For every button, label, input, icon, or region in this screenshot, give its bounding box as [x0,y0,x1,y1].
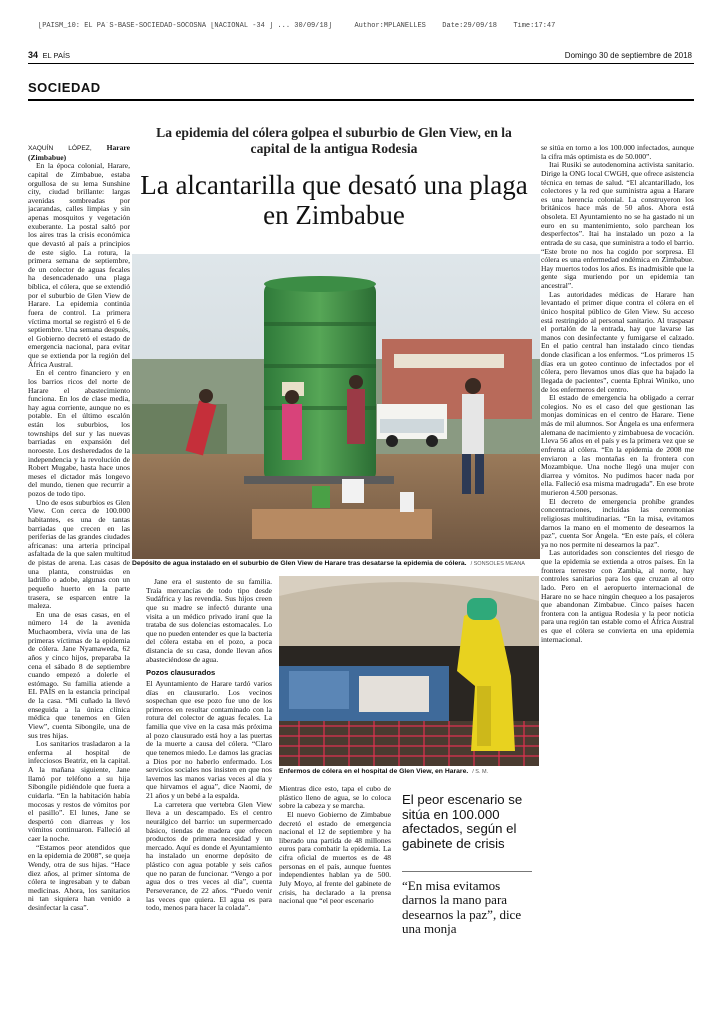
main-photo-caption [132,560,540,567]
paragraph: El estado de emergencia ha obligado a cerrar colegios. No es el caso del que gestionan las monjas dominicas en el centro de Harare. Tiene más de mil alumnos. Sor Ángela es una enfermera alemana de nacimiento y zimbabuesa de vocación. Lleva 56 años en el país y es la primera vez que se enfrenta al cólera. “En la epidemia de 2008 me enviaron a las montañas en la frontera con Mozambique. Una noche llegó una mujer con diarrea y vómitos. No pudimos hacer nada por ella. Falleció esa misma madrugada”. En ese brote murieron 4.500 personas. [541,393,694,497]
paragraph: En la época colonial, Harare, capital de Zimbabue, estaba orgullosa de su lema Sunshine city, ciudad brillante: largas avenidas sombreadas por jacarandas, calles limpias y sin apenas mosquitos y vegetación exuberante. La postal saltó por los aires tras la crisis económica que devastó al país a principios de este siglo. La rotura, la primera semana de septiembre, de un colector de aguas fecales ha desencadenado una plaga bíblica, el cólera, que se extendió por el suburbio de Glen View de Harare. La epidemia continúa fuera de control. La primera víctima mortal se registró el 6 de septiembre. Una semana después, el Gobierno decretó el estado de emergencia nacional, para evitar que se extienda por la región del África Austral. [28,161,130,369]
paragraph: Itai Rusiki se autodenomina activista sanitario. Dirige la ONG local CWGH, que ofrece asistencia técnica en temas de salud. “El alcantarillado, los colectores y la red que suministra agua a Harare es una herencia colonial. La construyeron los británicos hace más de 50 años. Ahora está obsoleta. El Ayuntamiento no se ha gastado ni un euro en su mantenimiento, solo parchean los desperfectos”. Itai ha instalado un pozo a la entrada de su casa, que suministra a todo el barrio. “Este brote no nos ha cogido por sorpresa. El cólera es una enfermedad endémica en Zimbabue. Hay muertos todos los años. Es inadmisible que la gente siga muriendo por un epidemia tan ancestral”. [541,160,694,290]
hospital-photo-credit: / S. M. [472,769,489,775]
kicker: La epidemia del cólera golpea el suburbio de Glen View, en la capital de la antigua Rodesia [156,125,512,156]
quote-rule [402,871,532,872]
brand-name: EL PAÍS [42,51,71,60]
article-column-4 [541,144,694,1010]
paragraph: Uno de esos suburbios es Glen View. Con cerca de 100.000 habitantes, es una de tantas barriadas que crecen en las periferias de las grandes ciudades africanas: una arteria principal asfaltada de la que salen multitud de pistas de arena. Las casas de una planta, construidas en ladrillo o adobe, algunas con un pequeño huerto en la parte trasera, se esparcen entre la maleza. [28,497,130,611]
slug-author: Author:MPLANELLES [354,22,426,30]
byline-place: Harare (Zimbabue) [28,144,130,162]
page-folio [28,50,70,60]
section-label: SOCIEDAD [28,80,101,95]
main-photo-caption-text: Depósito de agua instalado en el suburbio de Glen View de Harare tras desatarse la epidemia de cólera. [132,560,467,567]
article-column-3 [279,785,391,1010]
article-column-1 [28,144,130,1010]
cholera-ward-photo [279,576,539,766]
article-column-2 [146,578,272,1010]
hospital-photo-caption [279,768,539,775]
subheading: Pozos clausurados [146,668,216,678]
hospital-photo [279,576,539,766]
byline [28,144,130,162]
headline: La alcantarilla que desató una plaga en Zimbabue [140,170,528,230]
nun-quote: “En misa evitamos darnos la mano para desearnos la paz”, dice una monja [402,878,522,937]
main-photo [132,254,540,559]
slug-time: Time:17:47 [513,22,556,30]
paragraph: El nuevo Gobierno de Zimbabue decretó el estado de emergencia nacional el 12 de septiembre y ha liberado una partida de 48 millones euros para combatir la epidemia. La cifra oficial de muertos es de 48 personas en el país, aunque fuentes independientes hablan ya de 500. July Moyo, al frente del gabinete de crisis, ha declarado a la prensa nacional que “el peor escenario [279,809,391,906]
production-slug [38,22,698,30]
hospital-photo-caption-text: Enfermos de cólera en el hospital de Glen View, en Harare. [279,768,469,775]
paragraph: El decreto de emergencia prohíbe grandes concentraciones, incluidas las ceremonias religiosas multitudinarias. “En la misa, evitamos darnos la mano en el momento de desearnos la paz”, cuenta Sor Ángela. “En este país, el cólera ya no nos permite ni desearnos la paz”. [541,496,694,549]
pull-quote: El peor escenario se sitúa en 100.000 afectados, según el gabinete de crisis [402,792,523,851]
byline-author: XAQUÍN LÓPEZ, [28,145,92,152]
paragraph: Mientras dice esto, tapa el cubo de plástico lleno de agua, se lo coloca sobre la cabeza y se marcha. [279,785,391,811]
paragraph: se sitúa en torno a los 100.000 infectados, aunque la cifra más optimista es de 50.000”. [541,144,694,161]
paragraph: La carretera que vertebra Glen View lleva a un descampado. Es el centro neurálgico del barrio: un supermercado básico, tiendas de madera que ofrecen productos de primera necesidad y un mercado. Aquí es donde el Ayuntamiento ha instalado un enorme depósito de plástico con agua potable y seis caños que no paran de funcionar. “Vengo a por agua dos o tres veces al día”, cuenta Perseverance, de 22 años. “Puedo venir las veces que quiera. El agua es para todo, menos para hacer la colada”. [146,799,272,913]
slug-file: [PAISM_10: EL PA´S-BASE-SOCIEDAD-SOCOSNA [NACIONAL -34 ] ... 30/09/18] [38,22,333,30]
paragraph: En una de esas casas, en el número 14 de la avenida Muchaombera, vivía una de las primeras víctimas de la epidemia de cólera. Jane Nyamaweda, 62 años y cinco hijos, preparaba la cena el sábado 8 de septiembre cuando empezó a dolerle el estómago. Su familia atiende a EL PAÍS en la estancia principal de la casa. “Mi cuñado la llevó enseguida a la única clínica médica que tenemos en Glen View”, cuenta Sibongile, una de sus tres hijas. [28,609,130,740]
section-rule [28,99,694,101]
slug-date: Date:29/09/18 [442,22,497,30]
water-tank-photo [132,254,540,559]
paragraph: Los sanitarios trasladaron a la enferma al hospital de infecciosos Beatriz, en la capital. A la mañana siguiente, Jane llamó por teléfono a su hija Sibongile pidiéndole que fuera a cuidarla. “En la habitación había mocosas y restos de vómitos por el pasillo”. El lunes, Jane se despertó con diarreas y los vómitos continuaron. Falleció al caer la noche. [28,739,130,843]
folio-rule [28,63,694,64]
paragraph: Jane era el sustento de su familia. Traía mercancías de todo tipo desde Sudáfrica y las revendía. Sus hijos creen que su madre se infectó durante una visita a un médico privado iraní que la trataba de sus dolencias estomacales. Lo que no pueden entender es que la bacteria del cólera estaba en el pozo, a poca distancia de su casa, donde llevan años abasteciéndose de agua. [146,578,272,664]
page-number: 34 [28,50,39,60]
paragraph: “Estamos peor atendidos que en la epidemia de 2008”, se queja Wendy, otra de sus hijas. “Hace diez años, al primer síntoma de cólera te ingresaban y te daban medicinas. Ahora, los sanitarios ni tan siquiera han venido a desinfectar la casa”. [28,842,130,912]
paragraph: El Ayuntamiento de Harare tardó varios días en clausurarlo. Los vecinos sospechan que ese pozo fue uno de los primeros en resultar contaminado con la rotura del colector de aguas fecales. La familia que vive en la casa más próxima al pozo clausurado está hoy a las puertas de la muerte a causa del cólera. “Claro que tenemos miedo. Le damos las gracias a Dios por no haberlo enfermado. Los servicios sociales nos insisten en que nos lavemos las manos varias veces al día y que hirvamos el agua”, dice Naomi, de 21 años y un bebé a la espalda. [146,678,272,800]
paragraph: Las autoridades médicas de Harare han levantado el primer dique contra el cólera en el único hospital público de Glen View. Su acceso está restringido al personal sanitario. Al traspasar el portalón de la entrada, hay que lavarse las manos con desinfectante y fumigarse el calzado. En el patio central han instalado cinco tiendas donde clasifican a los enfermos. “Los primeros 15 días era un goteo continuo de infectados por el cólera, pero llevamos unos días que ha bajado la llegada de pacientes”, cuenta Ephrai Winiko, uno de los enfermeros del centro. [541,289,694,394]
main-photo-credit: / SONSOLES MEANA [470,561,525,567]
paragraph: En el centro financiero y en los barrios ricos del norte de Harare el abastecimiento funciona. En los de clase media, hay agua corriente, aunque no es potable. En el último escalón están los suburbios, los townships del sur y las nuevas barriadas en expansión del noroeste. Los desheredados de la independencia y la revolución de Robert Mugabe, hasta hace unos meses el dictador más longevo del mundo, tienen que recurrir a pozos de todo tipo. [28,368,130,498]
paragraph: Las autoridades son conscientes del riesgo de que la epidemia se extienda a otros países. En la frontera terrestre con Zambia, al norte, hay controles sanitarios para los que cruzan al otro lado. Pero en el aeropuerto internacional de Harare no se hace ningún chequeo a los pasajeros que abandonan Zimbabue. Cinco países hacen frontera con la antigua Rodesia y la peor noticia para una región tan estable como el África Austral es que el cólera se convierta en una epidemia internacional. [541,548,694,644]
page-date: Domingo 30 de septiembre de 2018 [564,51,692,60]
